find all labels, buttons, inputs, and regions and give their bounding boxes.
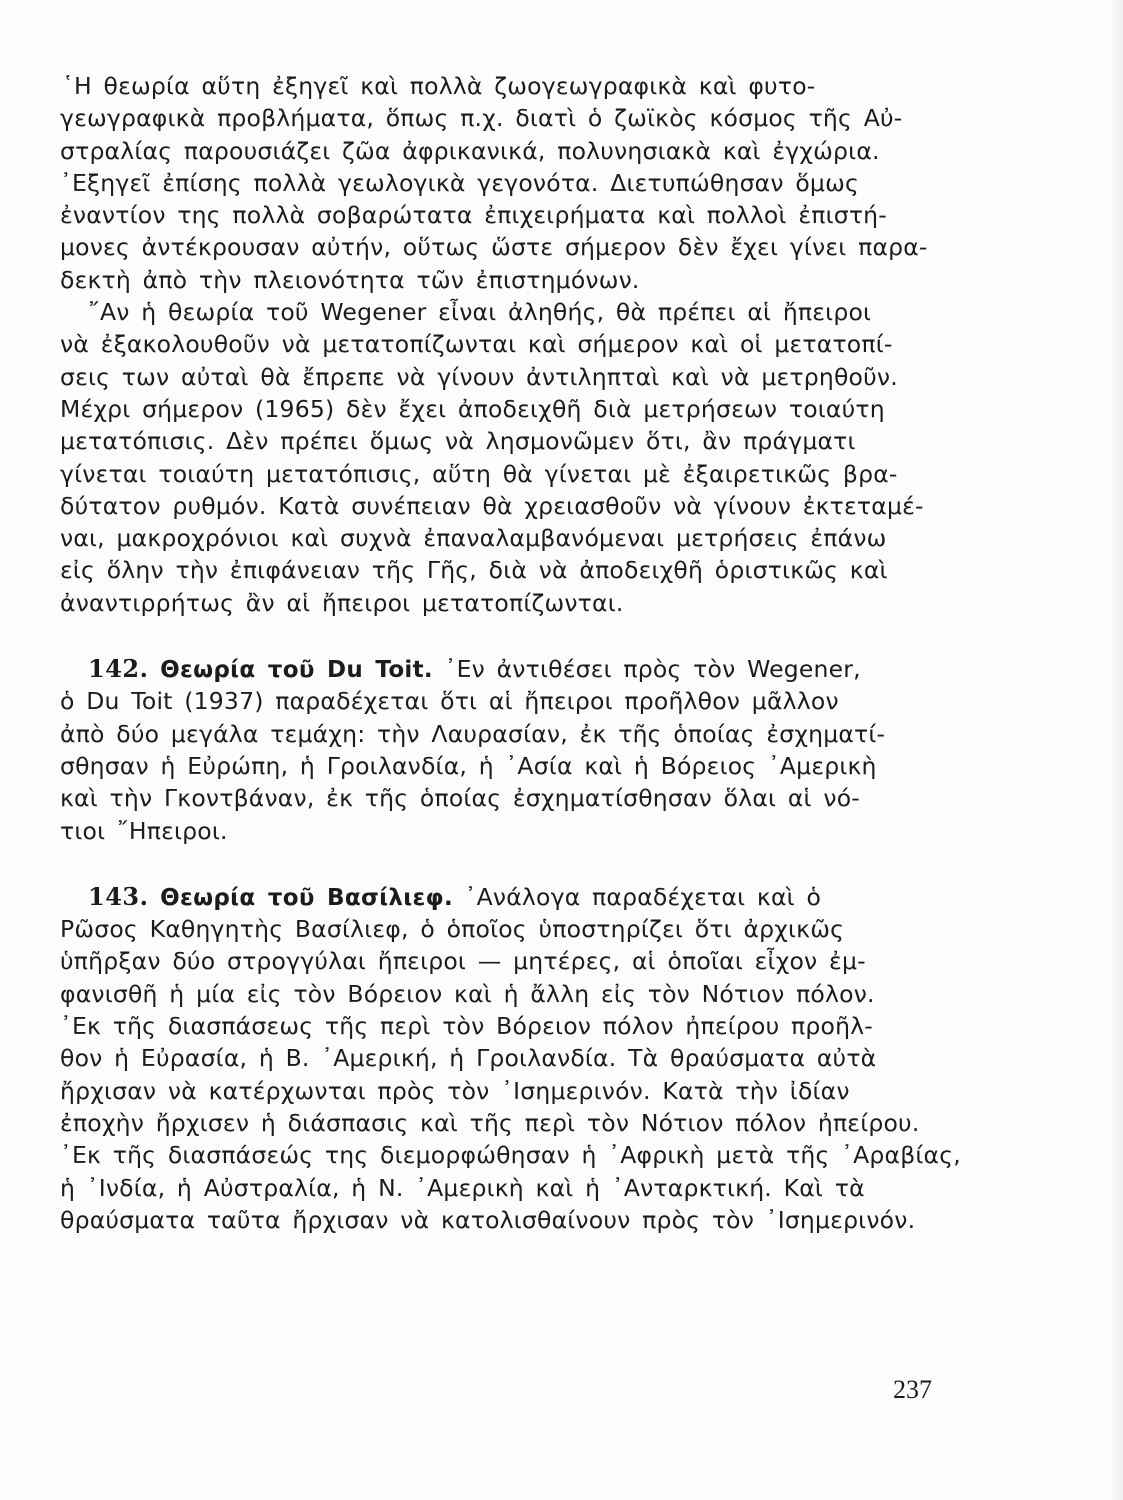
section-143-title: Θεωρία τοῦ Βασίλιεφ. bbox=[160, 884, 453, 911]
text-line: ᾿Εκ τῆς διασπάσεως τῆς περὶ τὸν Βόρειον πόλον ἠπείρου προῆλ- bbox=[60, 1012, 873, 1041]
text-line: τιοι ῎Ηπειροι. bbox=[60, 816, 228, 845]
section-142-number: 142. bbox=[88, 654, 149, 684]
text-line: δύτατον ρυθμόν. Κατὰ συνέπειαν θὰ χρειασθοῦν νὰ γίνουν ἐκτεταμέ- bbox=[60, 491, 924, 520]
text-line: ἤρχισαν νὰ κατέρχωνται πρὸς τὸν ᾿Ισημερινόν. Κατὰ τὴν ἰδίαν bbox=[60, 1076, 850, 1105]
text-line: ἐποχὴν ἤρχισεν ἡ διάσπασις καὶ τῆς περὶ τὸν Νότιον πόλον ἠπείρου. bbox=[60, 1108, 920, 1137]
text-line: θραύσματα ταῦτα ἤρχισαν νὰ κατολισθαίνουν πρὸς τὸν ᾿Ισημερινόν. bbox=[60, 1205, 916, 1234]
section-143-heading-line bbox=[60, 881, 1070, 913]
text-line: ᾿Εκ τῆς διασπάσεώς της διεμορφώθησαν ἡ ᾿Αφρικὴ μετὰ τῆς ᾿Αραβίας, bbox=[60, 1141, 961, 1170]
text-line: δεκτὴ ἀπὸ τὴν πλειονότητα τῶν ἐπιστημόνων. bbox=[60, 265, 640, 294]
page-number: 237 bbox=[893, 1375, 932, 1404]
text-line: γίνεται τοιαύτη μετατόπισις, αὕτη θὰ γίνεται μὲ ἐξαιρετικῶς βρα- bbox=[60, 459, 898, 488]
section-143-number: 143. bbox=[88, 881, 149, 911]
text-line: μονες ἀντέκρουσαν αὐτήν, οὕτως ὥστε σήμερον δὲν ἔχει γίνει παρα- bbox=[60, 233, 928, 262]
text-line: σεις των αὐταὶ θὰ ἔπρεπε νὰ γίνουν ἀντιληπταὶ καὶ νὰ μετρηθοῦν. bbox=[60, 362, 898, 391]
section-142-title: Θεωρία τοῦ Du Toit. bbox=[160, 657, 433, 684]
page-edge-shadow bbox=[1109, 0, 1123, 1500]
text-line: φανισθῆ ἡ μία εἰς τὸν Βόρειον καὶ ἡ ἄλλη εἰς τὸν Νότιον πόλον. bbox=[60, 979, 875, 1008]
text-line: ῾Η θεωρία αὕτη ἐξηγεῖ καὶ πολλὰ ζωογεωγραφικὰ καὶ φυτο- bbox=[62, 72, 816, 100]
text-line: ᾿Εξηγεῖ ἐπίσης πολλὰ γεωλογικὰ γεγονότα. Διετυπώθησαν ὅμως bbox=[60, 168, 859, 197]
text-line: ὁ Du Toit (1937) παραδέχεται ὅτι αἱ ἤπειροι προῆλθον μᾶλλον bbox=[60, 687, 839, 716]
text-line: εἰς ὅλην τὴν ἐπιφάνειαν τῆς Γῆς, διὰ νὰ ἀποδειχθῆ ὁριστικῶς καὶ bbox=[60, 556, 888, 585]
text-line: γεωγραφικὰ προβλήματα, ὅπως π.χ. διατὶ ὁ ζωϊκὸς κόσμος τῆς Αὐ- bbox=[60, 104, 903, 133]
text-line: στραλίας παρουσιάζει ζῶα ἀφρικανικά, πολυνησιακὰ καὶ ἐγχώρια. bbox=[60, 136, 880, 165]
section-gap bbox=[60, 847, 1070, 881]
section-142-first-line: ᾿Εν ἀντιθέσει πρὸς τὸν Wegener, bbox=[444, 655, 861, 684]
text-line: ναι, μακροχρόνιοι καὶ συχνὰ ἐπαναλαμβανόμεναι μετρήσεις ἐπάνω bbox=[60, 524, 887, 553]
text-line: ῎Αν ἡ θεωρία τοῦ Wegener εἶναι ἀληθής, θὰ πρέπει αἱ ἤπειροι bbox=[88, 298, 872, 327]
section-gap bbox=[60, 619, 1070, 653]
text-line: θον ἡ Εὐρασία, ἡ Β. ᾿Αμερική, ἡ Γροιλανδία. Τὰ θραύσματα αὐτὰ bbox=[60, 1044, 877, 1073]
text-line: ἐναντίον της πολλὰ σοβαρώτατα ἐπιχειρήματα καὶ πολλοὶ ἐπιστή- bbox=[60, 201, 887, 230]
text-line: καὶ τὴν Γκοντβάναν, ἐκ τῆς ὁποίας ἐσχηματίσθησαν ὅλαι αἱ νό- bbox=[60, 784, 860, 813]
text-line: Μέχρι σήμερον (1965) δὲν ἔχει ἀποδειχθῆ διὰ μετρήσεων τοιαύτη bbox=[60, 394, 885, 423]
text-line: μετατόπισις. Δὲν πρέπει ὅμως νὰ λησμονῶμεν ὅτι, ἂν πράγματι bbox=[60, 427, 856, 456]
text-line: ἀπὸ δύο μεγάλα τεμάχη: τὴν Λαυρασίαν, ἐκ τῆς ὁποίας ἐσχηματί- bbox=[60, 719, 886, 748]
text-line: ἡ ᾿Ινδία, ἡ Αὐστραλία, ἡ Ν. ᾿Αμερικὴ καὶ ἡ ᾿Ανταρκτική. Καὶ τὰ bbox=[60, 1173, 865, 1202]
section-142-heading-line bbox=[60, 653, 1070, 685]
text-line: σθησαν ἡ Εὐρώπη, ἡ Γροιλανδία, ἡ ᾿Ασία καὶ ἡ Βόρειος ᾿Αμερικὴ bbox=[60, 751, 877, 780]
text-line: νὰ ἐξακολουθοῦν νὰ μετατοπίζωνται καὶ σήμερον καὶ οἱ μετατοπί- bbox=[60, 330, 893, 359]
text-line: Ρῶσος Καθηγητὴς Βασίλιεφ, ὁ ὁποῖος ὑποστηρίζει ὅτι ἀρχικῶς bbox=[60, 915, 845, 944]
text-line: ὑπῆρξαν δύο στρογγύλαι ἤπειροι — μητέρες, αἱ ὁποῖαι εἶχον ἐμ- bbox=[60, 947, 866, 976]
section-143-first-line: ᾿Ανάλογα παραδέχεται καὶ ὁ bbox=[464, 882, 822, 911]
page-text bbox=[60, 70, 1070, 1236]
text-line: ἀναντιρρήτως ἂν αἱ ἤπειροι μετατοπίζωνται. bbox=[60, 588, 624, 617]
